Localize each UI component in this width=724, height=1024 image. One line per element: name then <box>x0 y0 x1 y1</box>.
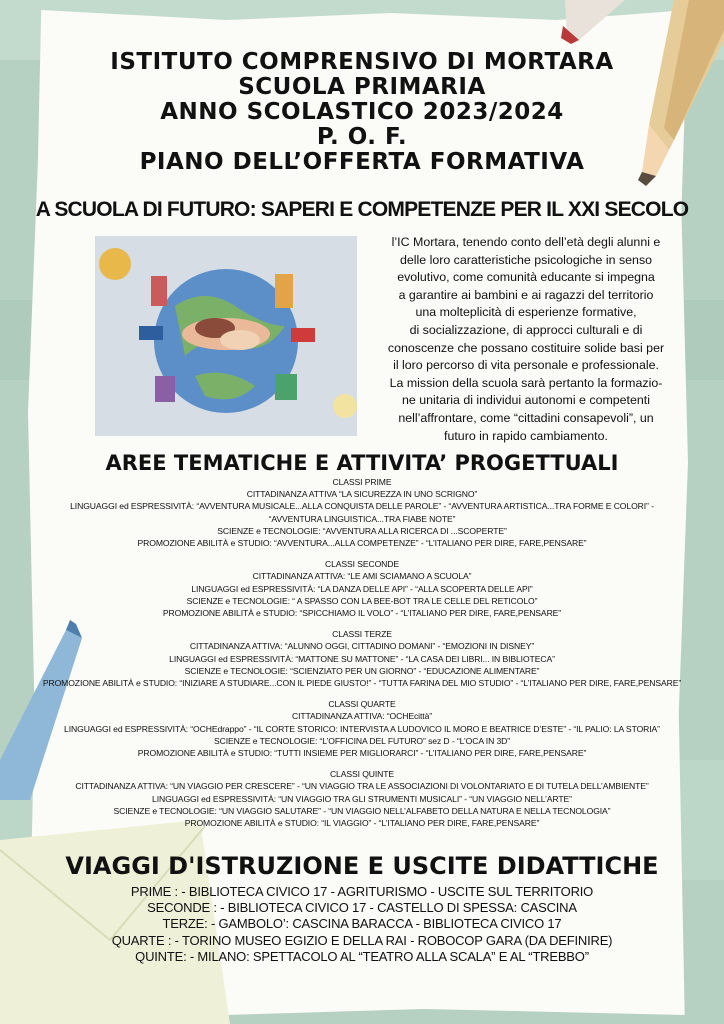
class-activity: CITTADINANZA ATTIVA: “LE AMI SCIAMANO A SCUOLA” <box>252 571 472 582</box>
trips-list <box>0 884 724 965</box>
class-activity: SCIENZE e TECNOLOGIE: “SCIENZIATO PER UN GIORNO” - “EDUCAZIONE ALIMENTARE” <box>184 665 540 676</box>
class-activity: LINGUAGGI ed ESPRESSIVITÀ: “UN VIAGGIO TRA GLI STRUMENTI MUSICALI” - “UN VIAGGIO NELL’ARTE” <box>152 793 572 804</box>
class-heading: CLASSI QUINTE <box>329 769 395 780</box>
class-activity: PROMOZIONE ABILITÀ e STUDIO: “TUTTI INSIEME PER MIGLIORARCI” - “L’ITALIANO PER DIRE, FARE,PENSARE” <box>137 748 587 759</box>
school-year: ANNO SCOLASTICO 2023/2024 <box>160 99 564 125</box>
class-heading: CLASSI PRIME <box>332 477 392 487</box>
intro-line: il loro percorso di vita personale e professionale. <box>393 358 659 373</box>
classi-seconde <box>0 558 724 619</box>
class-activity: CITTADINANZA ATTIVA: “UN VIAGGIO PER CRESCERE” - “UN VIAGGIO TRA LE ASSOCIAZIONI DI VOLONTARIATO E DI TUTELA DELL’AMBIENTE” <box>75 781 649 792</box>
intro-line: conoscenze che possano costituire solide basi per <box>387 340 665 355</box>
classi-quarte <box>0 698 724 759</box>
class-activity: CITTADINANZA ATTIVA: “ALUNNO OGGI, CITTADINO DOMANI” - “EMOZIONI IN DISNEY” <box>189 641 535 652</box>
slogan-title: A SCUOLA DI FUTURO: SAPERI E COMPETENZE PER IL XXI SECOLO <box>35 198 689 221</box>
class-activity: PROMOZIONE ABILITÀ e STUDIO: “AVVENTURA...ALLA COMPETENZE” - “L’ITALIANO PER DIRE, FARE,PENSARE” <box>137 538 587 549</box>
class-heading: CLASSI SECONDE <box>324 559 400 570</box>
class-activity: SCIENZE e TECNOLOGIE: “ A SPASSO CON LA BEE-BOT TRA LE CELLE DEL RETICOLO” <box>186 595 538 606</box>
intro-line: evolutivo, come comunità educante si impegna <box>397 270 655 285</box>
intro-line: l’IC Mortara, tenendo conto dell’età degli alunni e <box>391 235 661 249</box>
classi-quinte <box>0 768 724 829</box>
class-activity: CITTADINANZA ATTIVA “LA SICUREZZA IN UNO SCRIGNO” <box>246 489 478 500</box>
intro-line: ne unitaria di individui autonomi e competenti <box>402 393 650 408</box>
class-activity: LINGUAGGI ed ESPRESSIVITÀ: “LA DANZA DELLE API” - “ALLA SCOPERTA DELLE API” <box>191 583 533 594</box>
class-activity: PROMOZIONE ABILITÀ e STUDIO: “INIZIARE A STUDIARE...CON IL PIEDE GIUSTO!” - “TUTTA FARINA DEL MIO STUDIO” - “L’ITALIANO PER DIRE, FARE,PENSARE” <box>42 678 682 689</box>
school-name: ISTITUTO COMPRENSIVO DI MORTARA <box>110 49 614 75</box>
trip-line: SECONDE : - BIBLIOTECA CIVICO 17 - CASTELLO DI SPESSA: CASCINA <box>147 900 577 916</box>
class-activity: SCIENZE e TECNOLOGIE: “AVVENTURA ALLA RICERCA DI ...SCOPERTE” <box>217 525 507 536</box>
aree-tematiche-title: AREE TEMATICHE E ATTIVITA’ PROGETTUALI <box>105 451 619 475</box>
trip-line: PRIME : - BIBLIOTECA CIVICO 17 - AGRITURISMO - USCITE SUL TERRITORIO <box>130 884 594 899</box>
school-level: SCUOLA PRIMARIA <box>238 74 486 100</box>
class-activity: CITTADINANZA ATTIVA: “OCHEcittà” <box>291 711 433 722</box>
crayon-icon <box>555 0 625 46</box>
class-activity: “AVVENTURA LINGUISTICA...TRA FIABE NOTE” <box>268 513 456 524</box>
class-activity: SCIENZE e TECNOLOGIE: “L’OFFICINA DEL FUTURO” sez D - “L’OCA IN 3D” <box>213 735 511 746</box>
trip-line: QUARTE : - TORINO MUSEO EGIZIO E DELLA RAI - ROBOCOP GARA (DA DEFINIRE) <box>111 932 613 948</box>
classes-activities <box>0 476 724 838</box>
intro-line: di socializzazione, di approcci culturali e di <box>409 322 643 337</box>
class-activity: PROMOZIONE ABILITÀ e STUDIO: “SPICCHIAMO IL VOLO” - “L’ITALIANO PER DIRE, FARE,PENSARE” <box>162 608 562 619</box>
class-activity: LINGUAGGI ed ESPRESSIVITÀ: “MATTONE SU MATTONE” - “LA CASA DEI LIBRI... IN BIBLIOTECA” <box>169 653 555 664</box>
class-activity: LINGUAGGI ed ESPRESSIVITÀ: “AVVENTURA MUSICALE...ALLA CONQUISTA DELLE PAROLE” - “AVVENTURA ARTISTICA...TRA FORME E COLORI” - <box>70 501 654 512</box>
globe-hands-illustration <box>95 236 357 436</box>
class-activity: PROMOZIONE ABILITÀ e STUDIO: “IL VIAGGIO” - “L’ITALIANO PER DIRE, FARE,PENSARE” <box>184 818 540 829</box>
classi-prime <box>0 476 724 549</box>
intro-line: nell’affrontare, come “cittadini consapevoli”, un <box>398 410 654 425</box>
intro-line: una molteplicità di esperienze formative, <box>415 305 637 320</box>
class-heading: CLASSI TERZE <box>332 629 392 640</box>
intro-line: La mission della scuola sarà pertanto la formazio- <box>389 375 663 390</box>
intro-paragraph <box>365 234 687 445</box>
trip-line: TERZE: - GAMBOLO’: CASCINA BARACCA - BIBLIOTECA CIVICO 17 <box>162 916 562 932</box>
page-header <box>0 50 724 175</box>
intro-line: a garantire ai bambini e ai ragazzi del territorio <box>398 287 654 302</box>
classi-terze <box>0 628 724 689</box>
pof-full-title: PIANO DELL’OFFERTA FORMATIVA <box>139 149 585 175</box>
viaggi-title: VIAGGI D'ISTRUZIONE E USCITE DIDATTICHE <box>65 852 659 880</box>
intro-line: futuro in rapido cambiamento. <box>444 428 608 443</box>
pof-acronym: P. O. F. <box>316 124 408 150</box>
class-heading: CLASSI QUARTE <box>328 699 396 710</box>
class-activity: LINGUAGGI ed ESPRESSIVITÀ: “OCHEdrappo” - “IL CORTE STORICO: INTERVISTA A LUDOVICO IL MORO E BEATRICE D’ESTE” - “IL PALIO: LA STORIA” <box>64 723 660 734</box>
trip-line: QUINTE: - MILANO: SPETTACOLO AL “TEATRO ALLA SCALA” E AL “TREBBO” <box>135 948 589 964</box>
class-activity: SCIENZE e TECNOLOGIE: “UN VIAGGIO SALUTARE” - “UN VIAGGIO NELL’ALFABETO DELLA NATURA E NELLA TECNOLOGIA” <box>113 805 611 816</box>
intro-line: delle loro caratteristiche psicologiche in senso <box>399 252 653 267</box>
